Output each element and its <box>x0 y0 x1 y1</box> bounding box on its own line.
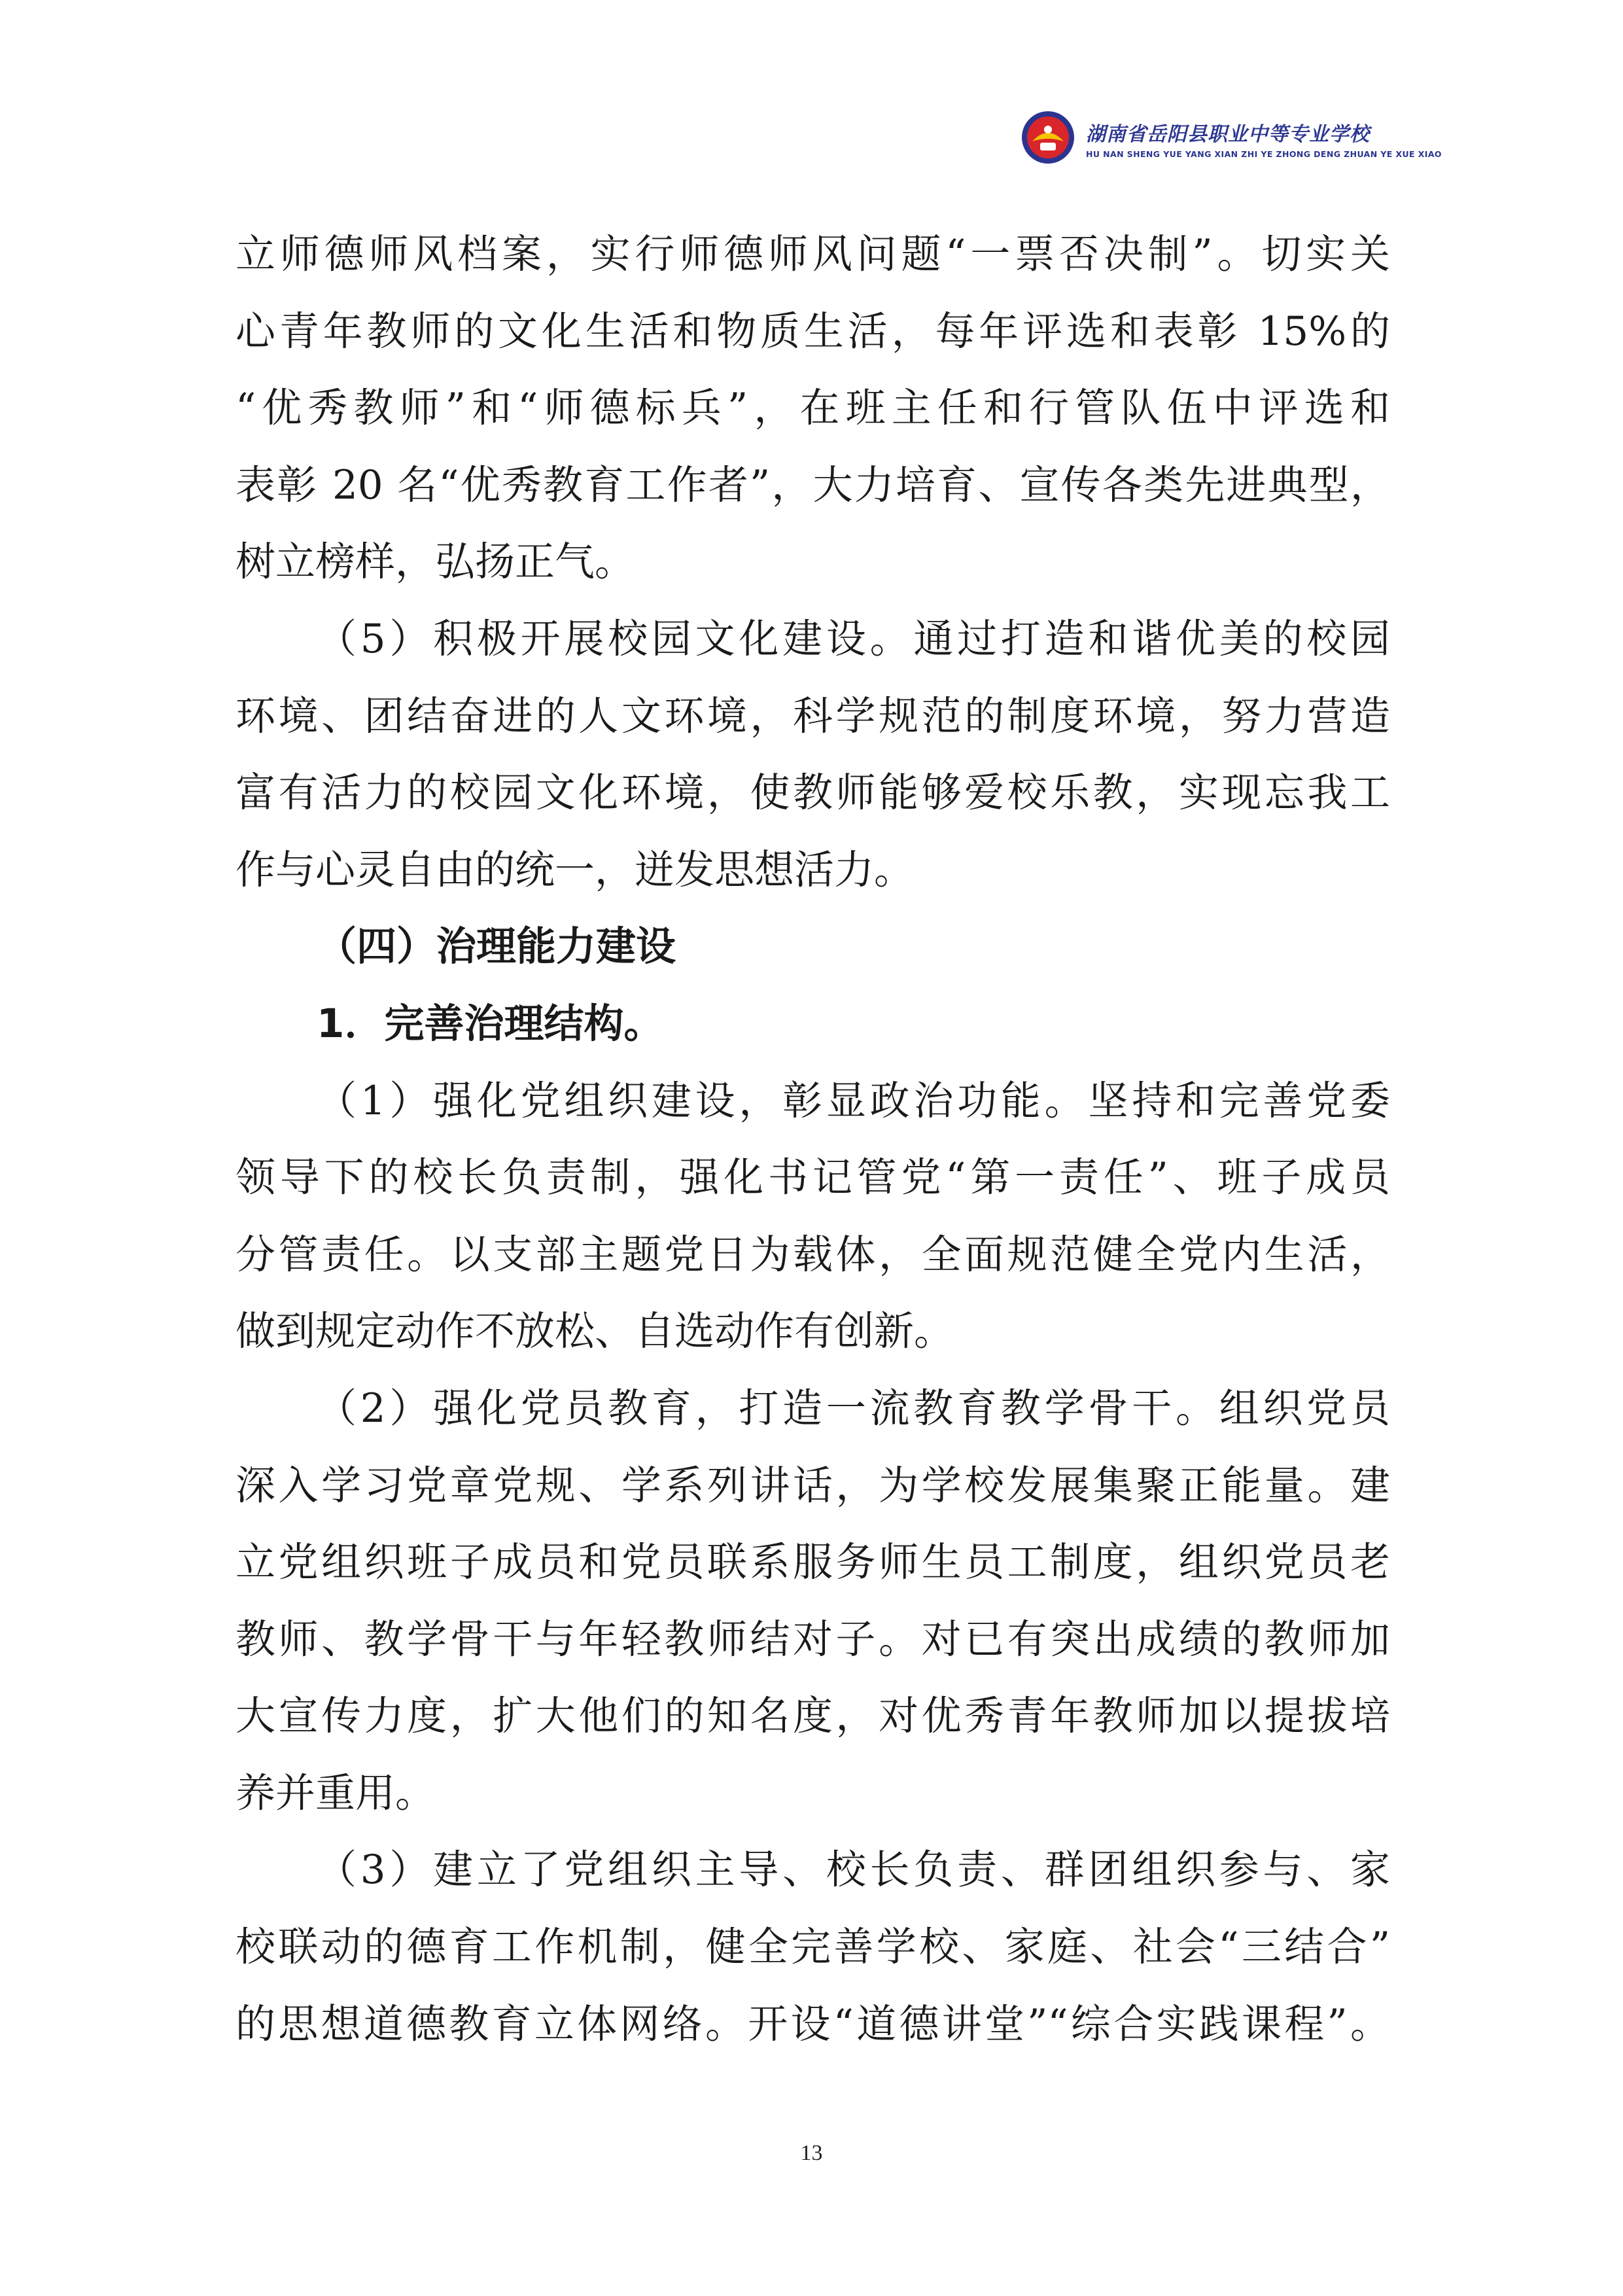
body-line: 立师德师风档案，实行师德师风问题“一票否决制”。切实关 <box>236 231 1390 277</box>
school-header <box>1021 105 1442 183</box>
body-line: 做到规定动作不放松、自选动作有创新。 <box>236 1308 954 1355</box>
body-line: 教师、教学骨干与年轻教师结对子。对已有突出成绩的教师加 <box>236 1616 1390 1663</box>
body-line: （3）建立了党组织主导、校长负责、群团组织参与、家 <box>317 1846 1390 1894</box>
body-line: 表彰 20 名“优秀教育工作者”，大力培育、宣传各类先进典型， <box>236 461 1390 508</box>
body-line: 树立榜样，弘扬正气。 <box>236 539 635 586</box>
body-line: （5）积极开展校园文化建设。通过打造和谐优美的校园 <box>317 615 1390 662</box>
school-logo-icon <box>1021 110 1075 165</box>
section-heading: （四）治理能力建设 <box>317 923 676 970</box>
body-line: 环境、团结奋进的人文环境，科学规范的制度环境，努力营造 <box>236 692 1390 739</box>
body-line: 深入学习党章党规、学系列讲话，为学校发展集聚正能量。建 <box>236 1462 1390 1509</box>
body-line: “优秀教师”和“师德标兵”，在班主任和行管队伍中评选和 <box>236 385 1390 432</box>
body-line: 校联动的德育工作机制，健全完善学校、家庭、社会“三结合” <box>236 1924 1390 1971</box>
document-body <box>236 216 1390 2062</box>
school-name-cn: 湖南省岳阳县职业中等专业学校 <box>1086 123 1370 146</box>
body-line: （2）强化党员教育，打造一流教育教学骨干。组织党员 <box>317 1385 1390 1432</box>
body-line: 分管责任。以支部主题党日为载体，全面规范健全党内生活， <box>236 1231 1390 1278</box>
body-line: 养并重用。 <box>236 1769 436 1816</box>
body-line: 领导下的校长负责制，强化书记管党“第一责任”、班子成员 <box>236 1154 1390 1201</box>
body-line: 立党组织班子成员和党员联系服务师生员工制度，组织党员老 <box>236 1539 1390 1586</box>
body-line: 大宣传力度，扩大他们的知名度，对优秀青年教师加以提拔培 <box>236 1693 1390 1740</box>
school-name-en: HU NAN SHENG YUE YANG XIAN ZHI YE ZHONG DENG ZHUAN YE XUE XIAO <box>1086 149 1442 159</box>
page-number: 13 <box>800 2141 823 2165</box>
body-line: 心青年教师的文化生活和物质生活，每年评选和表彰 15%的 <box>236 308 1390 355</box>
body-line: （1）强化党组织建设，彰显政治功能。坚持和完善党委 <box>317 1077 1390 1124</box>
body-line: 富有活力的校园文化环境，使教师能够爱校乐教，实现忘我工 <box>236 769 1390 817</box>
body-line: 作与心灵自由的统一，迸发思想活力。 <box>236 846 915 893</box>
subsection-heading: 1．完善治理结构。 <box>317 1000 664 1047</box>
body-line: 的思想道德教育立体网络。开设“道德讲堂”“综合实践课程”。 <box>236 2000 1390 2047</box>
